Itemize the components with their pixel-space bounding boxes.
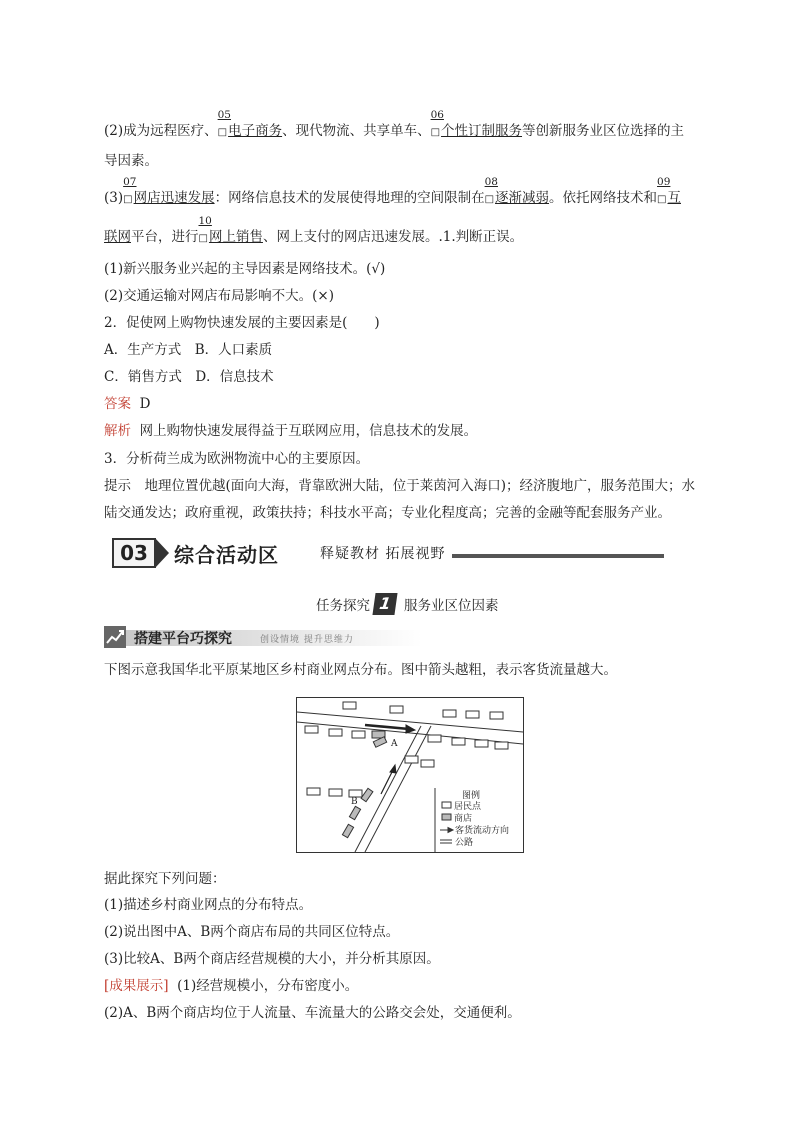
result-line-1: [成果展示] (1)经营规模小，分布密度小。: [104, 978, 359, 994]
task-number-badge: 1: [372, 593, 397, 615]
subsection-title: 搭建平台巧探究: [134, 631, 232, 647]
question-2-options-cd: C．销售方式 D．信息技术: [104, 369, 274, 385]
section-title: 综合活动区: [174, 543, 279, 567]
blank-07: 07 □: [123, 176, 137, 205]
blank-10: 10 □: [198, 215, 212, 244]
label-b: B: [351, 797, 358, 807]
question-3: 3．分析荷兰成为欧洲物流中心的主要原因。: [104, 451, 370, 467]
map-legend: [435, 788, 453, 852]
result-label: [成果展示]: [104, 978, 169, 994]
para2-line2: 导因素。: [104, 153, 158, 169]
judge-2: (2)交通运输对网店布局影响不大。(×): [104, 288, 334, 304]
section-number: 03: [112, 538, 156, 568]
task-heading: 任务探究 1 服务业区位因素: [316, 594, 499, 614]
para2-line1: (2)成为远程医疗、 05 □电子商务、现代物流、共享单车、 06 □个性订制服务等创新服务业区位选择的主: [104, 121, 684, 143]
answer-value: D: [139, 396, 151, 412]
banner-rule: [452, 554, 664, 558]
banner-arrow-icon: [155, 538, 169, 568]
legend-flow: 客货流动方向: [455, 826, 510, 836]
section-subtitle: 释疑教材 拓展视野: [320, 546, 446, 562]
residence-points: [305, 702, 508, 797]
section-banner: [112, 538, 664, 568]
result-line-2: (2)A、B两个商店均位于人流量、车流量大的公路交会处，交通便利。: [104, 1005, 521, 1021]
legend-residence: 居民点: [454, 802, 482, 812]
answer-line: [104, 394, 150, 414]
answer-label: 答案: [104, 396, 131, 412]
subsection-subtitle: 创设情境 提升思维力: [260, 635, 354, 645]
problem-2: (2)说出图中A、B两个商店布局的共同区位特点。: [104, 924, 400, 940]
blank-08: 08 □: [484, 176, 498, 205]
blank-09: 09 □: [657, 176, 671, 205]
problem-1: (1)描述乡村商业网点的分布特点。: [104, 897, 313, 913]
map-drawing: [297, 698, 523, 852]
answer-text: 个性订制服务: [441, 123, 523, 139]
legend-road: 公路: [455, 838, 474, 848]
trend-chart-icon: [104, 626, 126, 648]
blank-06: 06 □: [430, 109, 444, 138]
analysis-label: 解析: [104, 423, 131, 439]
blank-05: 05 □: [217, 109, 231, 138]
analysis-line: 解析 网上购物快速发展得益于互联网应用，信息技术的发展。: [104, 423, 478, 439]
hint-line2: 陆交通发达；政府重视，政策扶持；科技水平高；专业化程度高；完善的金融等配套服务产业。: [104, 505, 671, 521]
legend-shop: 商店: [454, 814, 473, 824]
judge-1: (1)新兴服务业兴起的主导因素是网络技术。(√): [104, 261, 386, 277]
question-2: 2．促使网上购物快速发展的主要因素是( ): [104, 315, 380, 331]
para3-line1: (3) 07 □网店迅速发展：网络信息技术的发展使得地理的空间限制在 08 □逐渐减弱。依托网络技术和 09 □互: [104, 188, 681, 210]
legend-title: 图例: [462, 791, 481, 801]
commercial-outlet-map: [296, 697, 524, 853]
text: (2)成为远程医疗、: [104, 123, 218, 139]
map-intro: 下图示意我国华北平原某地区乡村商业网点分布。图中箭头越粗，表示客货流量越大。: [104, 662, 617, 678]
shop-points: [342, 731, 386, 838]
answer-text: 电子商务: [228, 123, 283, 139]
problem-3: (3)比较A、B两个商店经营规模的大小，并分析其原因。: [104, 951, 440, 967]
prompt-line: 据此探究下列问题：: [104, 871, 226, 887]
subsection-heading: [104, 626, 422, 648]
hint-line1: 提示 地理位置优越(面向大海，背靠欧洲大陆，位于莱茵河入海口)；经济腹地广，服务范围大；水: [104, 478, 696, 494]
question-2-options-ab: A．生产方式 B．人口素质: [104, 342, 273, 358]
label-a: A: [391, 739, 398, 749]
para3-line2: 联网平台，进行 10 □网上销售、网上支付的网店迅速发展。.1.判断正误。: [104, 227, 523, 249]
